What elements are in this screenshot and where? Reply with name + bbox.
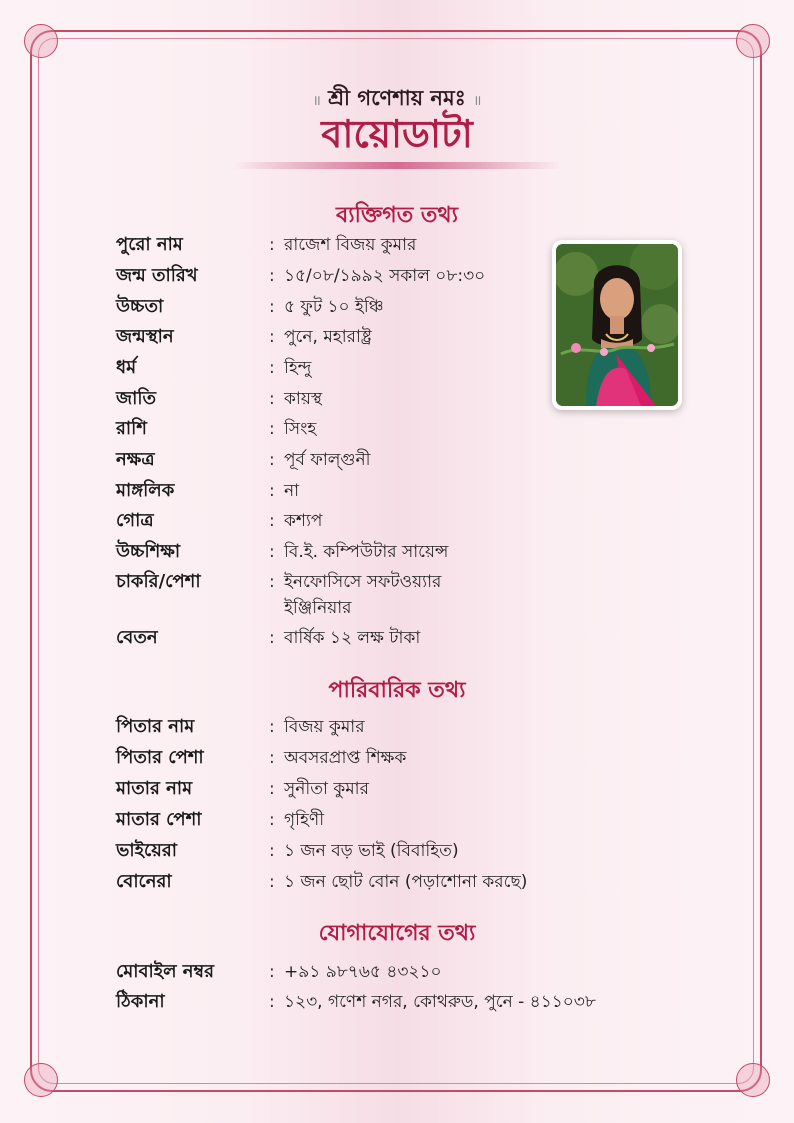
row-label: জন্ম তারিখ xyxy=(116,265,198,286)
corner-ornament-top-right xyxy=(736,24,770,58)
row-label: উচ্চতা xyxy=(116,296,164,317)
row-value: কায়স্থ xyxy=(284,389,323,409)
row-label: জাতি xyxy=(116,388,156,409)
row-label: চাকরি/পেশা xyxy=(116,571,201,592)
row-value: বিজয় কুমার xyxy=(284,717,365,737)
page-title: বায়োডাটা xyxy=(321,112,473,156)
personal-row-education xyxy=(116,539,676,567)
family-row-mother-name xyxy=(116,776,676,804)
corner-ornament-bottom-right xyxy=(736,1063,770,1097)
personal-row-manglik xyxy=(116,478,676,506)
row-value: ইনফোসিসে সফটওয়্যার ইঞ্জিনিয়ার xyxy=(284,572,442,618)
row-colon: : xyxy=(269,542,275,562)
row-colon: : xyxy=(269,511,275,531)
row-label: উচ্চশিক্ষা xyxy=(116,541,181,562)
row-label: বেতন xyxy=(116,627,158,648)
row-colon: : xyxy=(269,389,275,409)
contact-row-mobile xyxy=(116,959,676,987)
header xyxy=(0,84,794,156)
row-label: ঠিকানা xyxy=(116,991,165,1012)
family-row-brothers xyxy=(116,838,676,866)
row-label: নক্ষত্র xyxy=(116,449,155,470)
row-colon: : xyxy=(269,779,275,799)
row-label: পিতার পেশা xyxy=(116,747,204,768)
row-label: মোবাইল নম্বর xyxy=(116,961,215,982)
row-value: কশ্যপ xyxy=(284,511,323,531)
row-colon: : xyxy=(269,872,275,892)
row-colon: : xyxy=(269,748,275,768)
row-value: রাজেশ বিজয় কুমার xyxy=(284,235,417,255)
row-colon: : xyxy=(269,717,275,737)
row-colon: : xyxy=(269,419,275,439)
row-colon: : xyxy=(269,628,275,648)
row-value: বি.ই. কম্পিউটার সায়েন্স xyxy=(284,542,449,562)
personal-row-nakshatra xyxy=(116,447,676,475)
profile-photo xyxy=(556,244,678,406)
row-value: হিন্দু xyxy=(284,358,312,378)
row-label: মাতার নাম xyxy=(116,778,193,799)
row-colon: : xyxy=(269,962,275,982)
row-colon: : xyxy=(269,450,275,470)
row-colon: : xyxy=(269,235,275,255)
invocation-text: শ্রী গণেশায় নমঃ xyxy=(328,86,466,110)
row-label: গোত্র xyxy=(116,510,154,531)
family-row-father-occupation xyxy=(116,745,676,773)
row-value: +৯১ ৯৮৭৬৫ ৪৩২১০ xyxy=(284,962,442,982)
row-value: পুনে, মহারাষ্ট্র xyxy=(284,327,372,347)
personal-row-salary xyxy=(116,625,676,653)
personal-section-heading: ব্যক্তিগত তথ্য xyxy=(335,203,458,228)
row-label: পিতার নাম xyxy=(116,716,195,737)
row-value: না xyxy=(284,481,300,501)
contact-row-address xyxy=(116,989,676,1017)
row-label: ভাইয়েরা xyxy=(116,840,177,861)
personal-row-occupation xyxy=(116,569,676,621)
row-label: রাশি xyxy=(116,418,147,439)
invocation-bar-right: ॥ xyxy=(473,93,482,109)
row-label: মাতার পেশা xyxy=(116,809,202,830)
personal-row-zodiac xyxy=(116,416,676,444)
contact-section-heading: যোগাযোগের তথ্য xyxy=(318,921,476,946)
row-label: মাঙ্গলিক xyxy=(116,480,175,501)
row-colon: : xyxy=(269,358,275,378)
row-value: ১৫/০৮/১৯৯২ সকাল ০৮:৩০ xyxy=(284,266,486,286)
row-value: ১ জন বড় ভাই (বিবাহিত) xyxy=(284,841,459,861)
row-colon: : xyxy=(269,810,275,830)
family-row-father-name xyxy=(116,714,676,742)
row-value: সিংহ xyxy=(284,419,317,439)
row-value: গৃহিণী xyxy=(284,810,325,830)
row-value: পূর্ব ফাল্গুনী xyxy=(284,450,371,470)
invocation-bar-left: ॥ xyxy=(312,93,321,109)
row-colon: : xyxy=(269,481,275,501)
family-row-sisters xyxy=(116,869,676,897)
title-divider xyxy=(232,162,562,169)
personal-row-gotra xyxy=(116,508,676,536)
row-colon: : xyxy=(269,572,275,592)
corner-ornament-bottom-left xyxy=(24,1063,58,1097)
row-label: ধর্ম xyxy=(116,357,137,378)
row-colon: : xyxy=(269,841,275,861)
row-value: ১ জন ছোট বোন (পড়াশোনা করছে) xyxy=(284,872,528,892)
corner-ornament-top-left xyxy=(24,24,58,58)
row-colon: : xyxy=(269,266,275,286)
row-value: ৫ ফুট ১০ ইঞ্চি xyxy=(284,297,384,317)
invocation-line xyxy=(0,84,794,112)
row-value: বার্ষিক ১২ লক্ষ টাকা xyxy=(284,628,421,648)
row-colon: : xyxy=(269,327,275,347)
row-value: সুনীতা কুমার xyxy=(284,779,369,799)
row-value: অবসরপ্রাপ্ত শিক্ষক xyxy=(284,748,407,768)
portrait-illustration xyxy=(556,244,678,406)
profile-photo-frame xyxy=(552,240,682,410)
family-row-mother-occupation xyxy=(116,807,676,835)
row-label: জন্মস্থান xyxy=(116,326,174,347)
row-value: ১২৩, গণেশ নগর, কোথরুড, পুনে - ৪১১০৩৮ xyxy=(284,992,596,1012)
family-section-heading: পারিবারিক তথ্য xyxy=(328,678,466,703)
row-label: পুরো নাম xyxy=(116,234,183,255)
row-colon: : xyxy=(269,992,275,1012)
row-colon: : xyxy=(269,297,275,317)
row-label: বোনেরা xyxy=(116,871,172,892)
